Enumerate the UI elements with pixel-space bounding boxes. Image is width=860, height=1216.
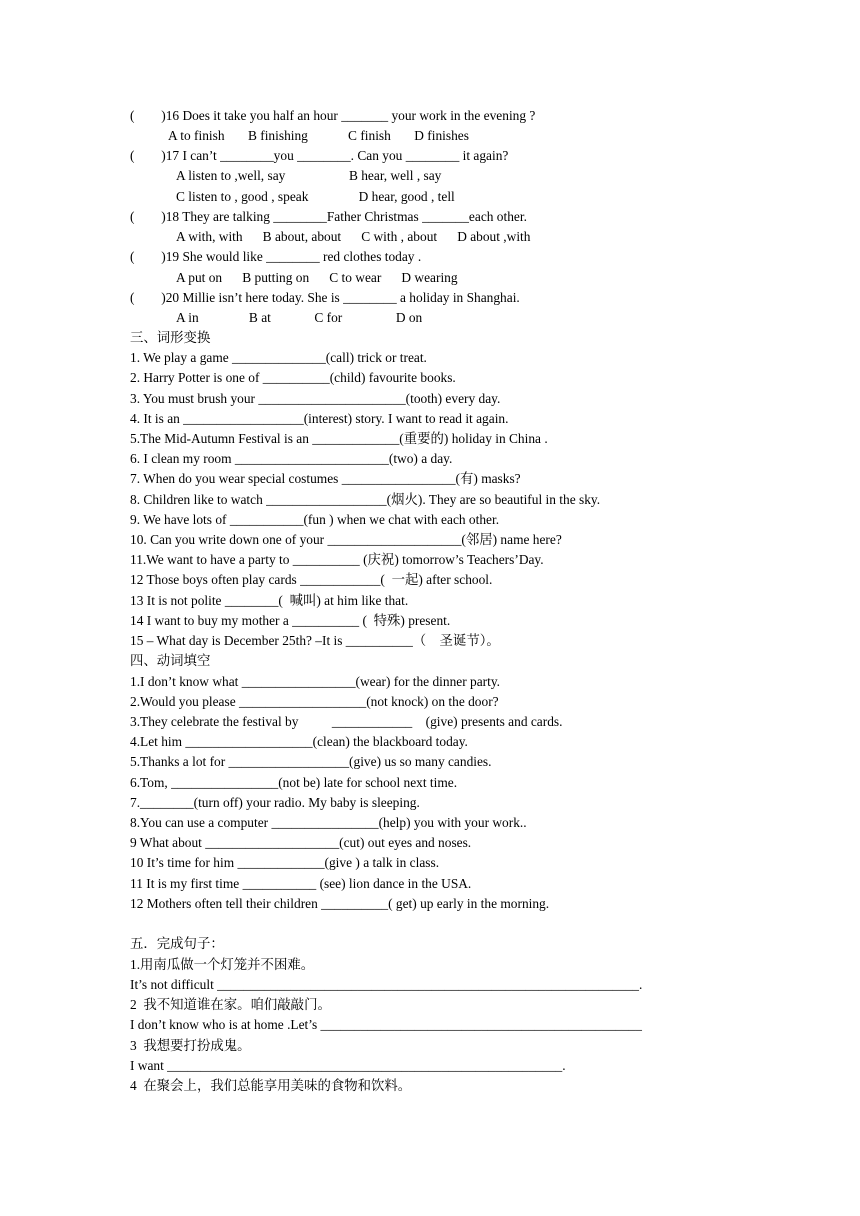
word-form-15: 15 – What day is December 25th? –It is __________（ 圣诞节）。 [130,633,500,648]
options-18: A with, with B about, about C with , about D about ,with [176,229,531,244]
section-5-heading: 五．完成句子： [130,936,224,951]
verb-fill-12: 12 Mothers often tell their children __________( get) up early in the morning. [130,896,550,911]
word-form-2: 2. Harry Potter is one of __________(child) favourite books. [130,370,456,385]
word-form-8: 8. Children like to watch __________________(烟火). They are so beautiful in the sky. [130,492,601,507]
sentence-3-english: I want ___________________________________________________________. [130,1058,566,1073]
options-20: A in B at C for D on [176,310,423,325]
section-4-heading: 四、动词填空 [130,653,211,668]
verb-fill-11: 11 It is my first time ___________ (see) lion dance in the USA. [130,876,472,891]
word-form-14: 14 I want to buy my mother a __________ ( 特殊) present. [130,613,451,628]
verb-fill-9: 9 What about ____________________(cut) out eyes and noses. [130,835,472,850]
word-form-9: 9. We have lots of ___________(fun ) when we chat with each other. [130,512,500,527]
verb-fill-8: 8.You can use a computer ________________(help) you with your work.. [130,815,527,830]
word-form-5: 5.The Mid-Autumn Festival is an _____________(重要的) holiday in China . [130,431,548,446]
verb-fill-3: 3.They celebrate the festival by ____________ (give) presents and cards. [130,714,563,729]
sentence-1-chinese: 1.用南瓜做一个灯笼并不困难。 [130,957,315,972]
question-19: ( )19 She would like ________ red clothes today . [130,249,422,264]
options-17-ab: A listen to ,well, say B hear, well , say [176,168,442,183]
word-form-6: 6. I clean my room _______________________(two) a day. [130,451,453,466]
options-16: A to finish B finishing C finish D finishes [168,128,469,143]
sentence-4-chinese: 4 在聚会上，我们总能享用美味的食物和饮料。 [130,1078,412,1093]
verb-fill-7: 7.________(turn off) your radio. My baby is sleeping. [130,795,420,810]
options-19: A put on B putting on C to wear D wearing [176,270,458,285]
word-form-3: 3. You must brush your ______________________(tooth) every day. [130,391,501,406]
word-form-4: 4. It is an __________________(interest) story. I want to read it again. [130,411,509,426]
word-form-7: 7. When do you wear special costumes _________________(有) masks? [130,471,521,486]
word-form-13: 13 It is not polite ________( 喊叫) at him like that. [130,593,409,608]
word-form-1: 1. We play a game ______________(call) trick or treat. [130,350,427,365]
question-17: ( )17 I can’t ________you ________. Can you ________ it again? [130,148,509,163]
verb-fill-5: 5.Thanks a lot for __________________(give) us so many candies. [130,754,492,769]
word-form-12: 12 Those boys often play cards ____________( 一起) after school. [130,572,493,587]
sentence-3-chinese: 3 我想要打扮成鬼。 [130,1038,251,1053]
verb-fill-1: 1.I don’t know what _________________(wear) for the dinner party. [130,674,501,689]
verb-fill-10: 10 It’s time for him _____________(give ) a talk in class. [130,855,440,870]
sentence-2-english: I don’t know who is at home .Let’s ________________________________________________ [130,1017,642,1032]
word-form-11: 11.We want to have a party to __________ (庆祝) tomorrow’s Teachers’Day. [130,552,544,567]
word-form-10: 10. Can you write down one of your ____________________(邻居) name here? [130,532,562,547]
verb-fill-6: 6.Tom, ________________(not be) late for school next time. [130,775,458,790]
verb-fill-4: 4.Let him ___________________(clean) the blackboard today. [130,734,468,749]
question-18: ( )18 They are talking ________Father Christmas _______each other. [130,209,527,224]
question-16: ( )16 Does it take you half an hour _______ your work in the evening ? [130,108,536,123]
verb-fill-2: 2.Would you please ___________________(not knock) on the door? [130,694,499,709]
section-3-heading: 三、词形变换 [130,330,211,345]
sentence-1-english: It’s not difficult _______________________________________________________________. [130,977,643,992]
question-20: ( )20 Millie isn’t here today. She is ________ a holiday in Shanghai. [130,290,520,305]
sentence-2-chinese: 2 我不知道谁在家。咱们敲敲门。 [130,997,331,1012]
options-17-cd: C listen to , good , speak D hear, good , tell [176,189,455,204]
